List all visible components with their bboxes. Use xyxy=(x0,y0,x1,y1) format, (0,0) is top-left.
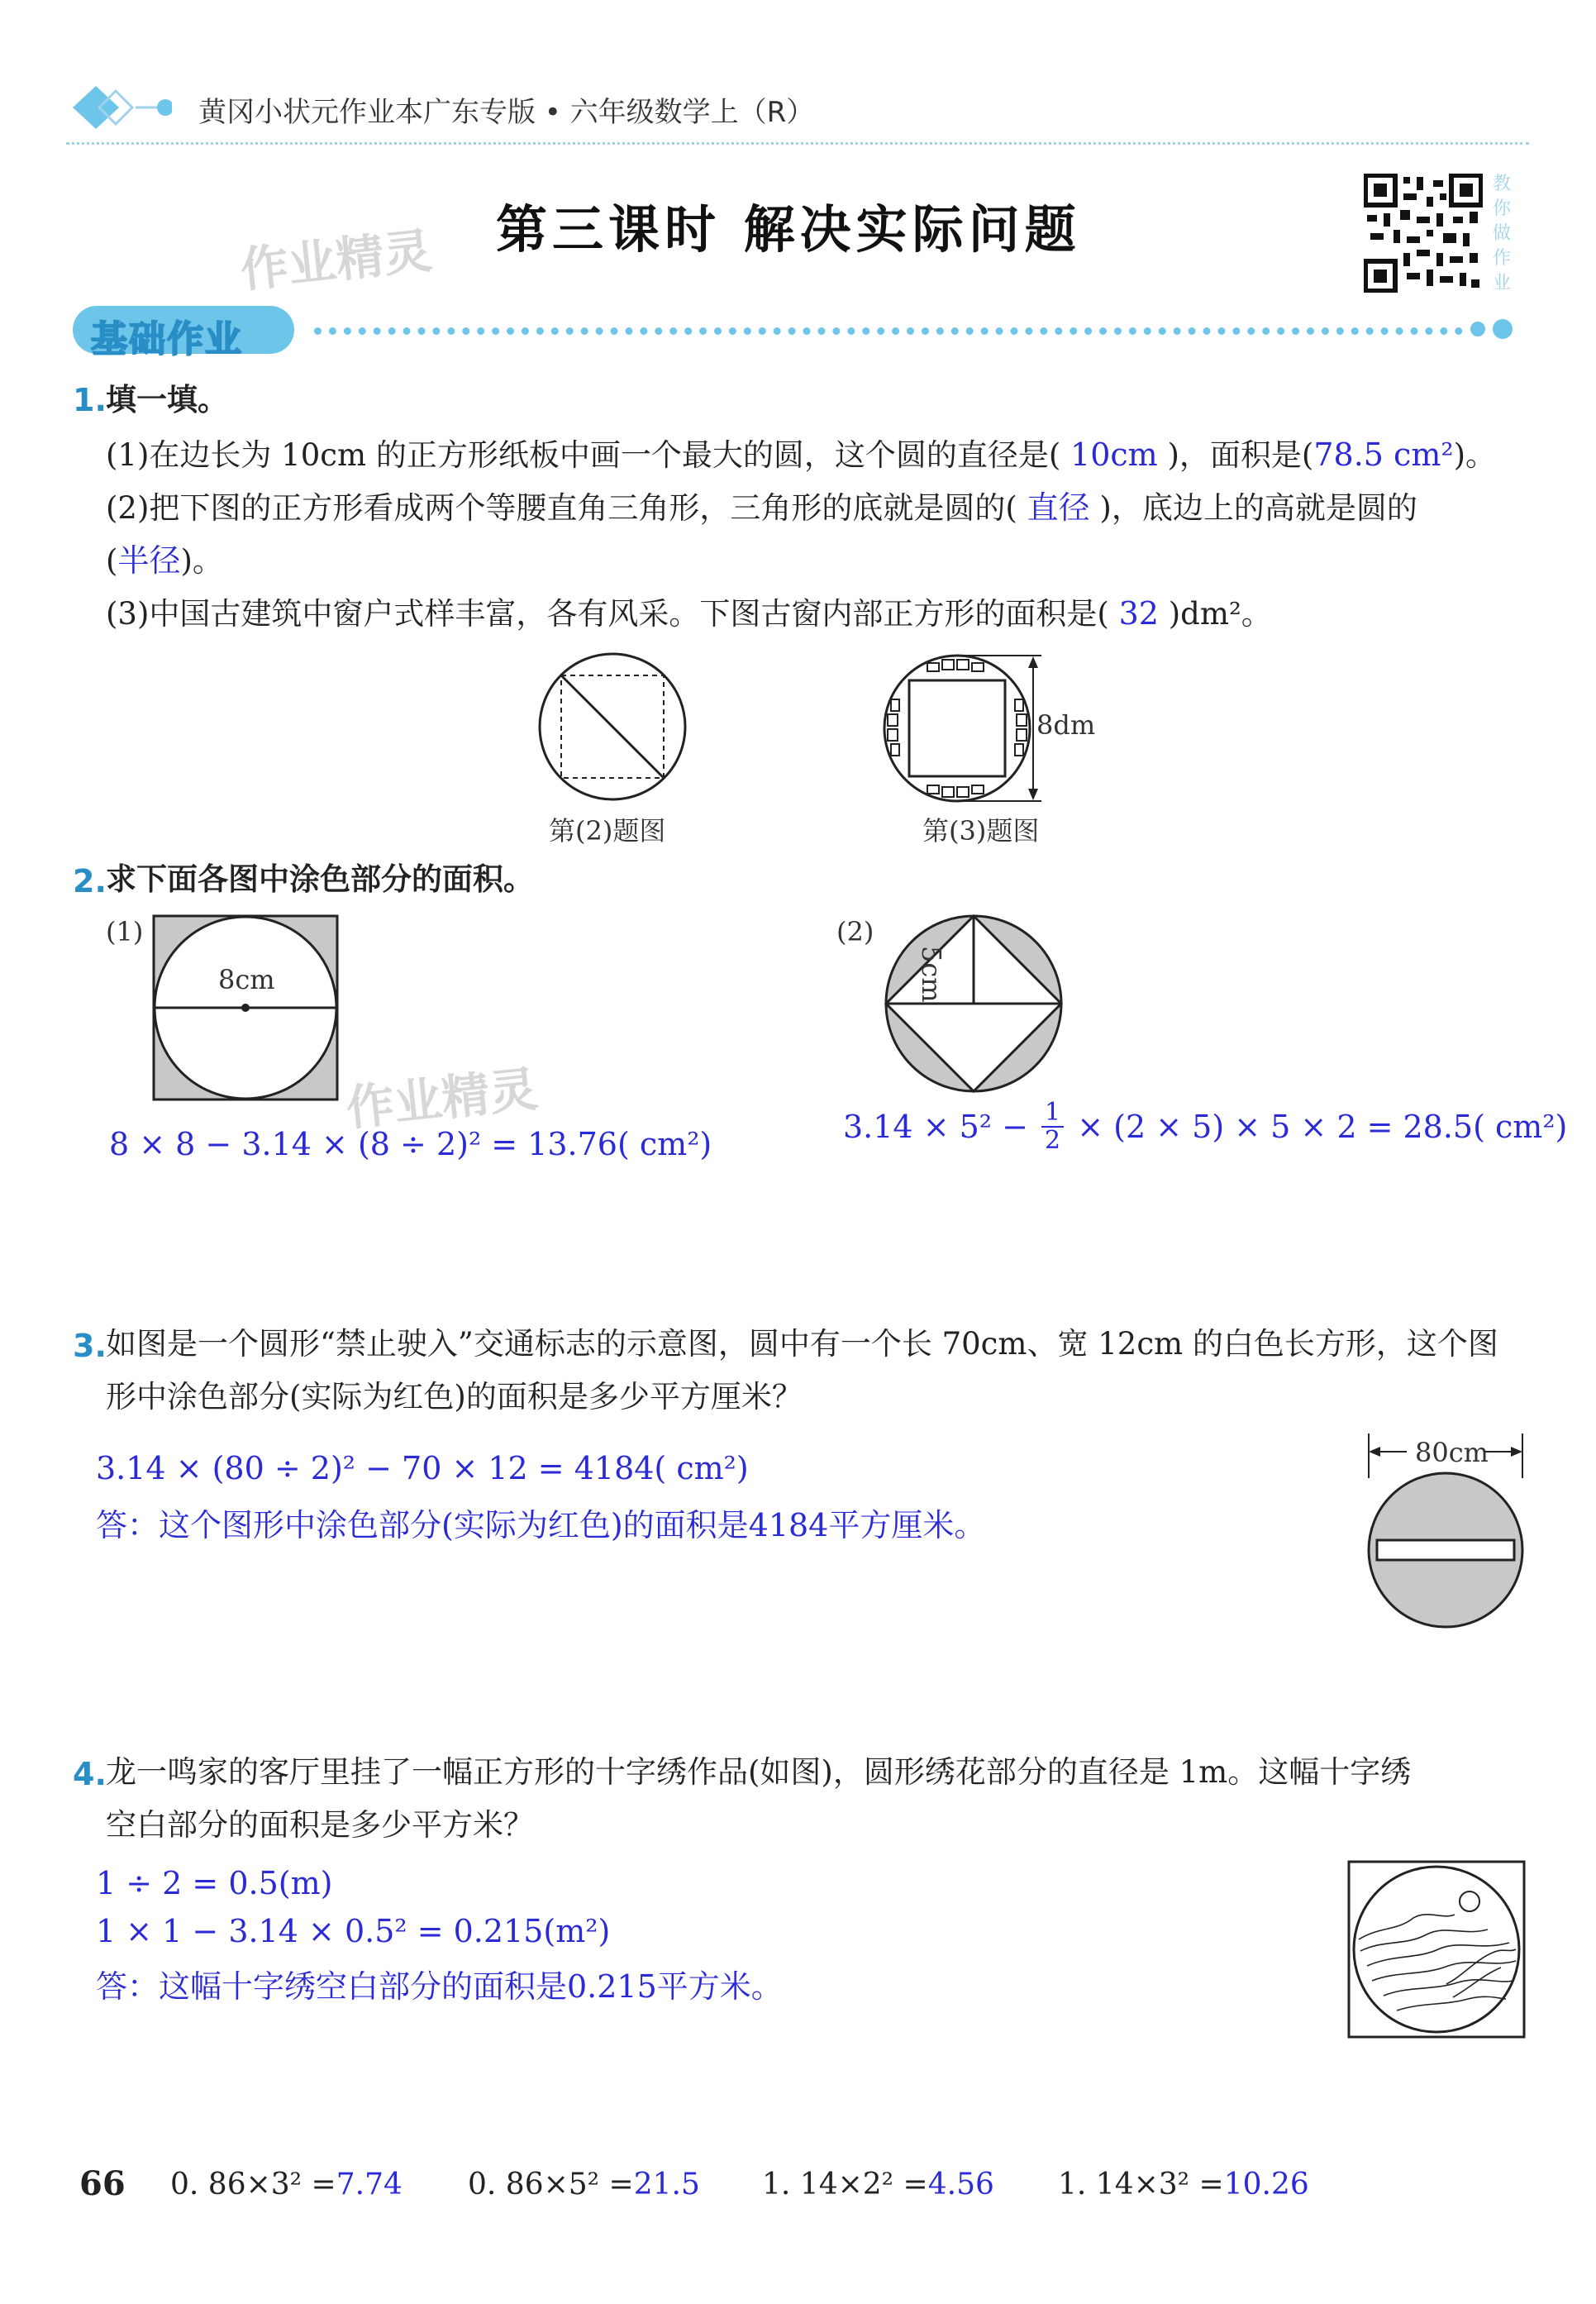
q2-part2-answer-a: 3.14 × 5² − xyxy=(843,1109,1028,1145)
qr-code-icon xyxy=(1364,174,1483,293)
footer-expr-2: 0. 86×5² = xyxy=(468,2168,634,2201)
q1-part1-text-b: )，面积是( xyxy=(1167,437,1314,473)
q1-part1 xyxy=(106,428,1496,482)
cross-stitch-diagram xyxy=(1347,1860,1526,2039)
q1-part1-text-c: )。 xyxy=(1453,437,1497,473)
q4-text-line2: 空白部分的面积是多少平方米？ xyxy=(106,1807,534,1843)
q2-part2-dimension: 5cm xyxy=(916,946,947,1003)
q1-part2-text-a: (2)把下图的正方形看成两个等腰直角三角形，三角形的底就是圆的( xyxy=(106,490,1017,526)
q1-part2-text-d: )。 xyxy=(180,543,223,579)
footer-expr-3: 1. 14×2² = xyxy=(762,2168,928,2201)
q1-part2-answer2: 半径 xyxy=(117,542,181,579)
q1-part2-text-b: )，底边上的高就是圆的 xyxy=(1099,490,1417,526)
q1-part1-answer2: 78.5 cm² xyxy=(1313,436,1454,473)
q1-part1-answer1: 10cm xyxy=(1070,436,1158,473)
circle-with-rhombus-diagram xyxy=(883,913,1065,1095)
q1-figure-3-label: 8dm xyxy=(1036,709,1096,741)
footer-ans-2: 21.5 xyxy=(633,2168,700,2201)
q4-answer-calc: 1 × 1 − 3.14 × 0.5² = 0.215(m²) xyxy=(96,1913,611,1949)
q1-figure-2-caption: 第(2)题图 xyxy=(549,815,666,847)
q3-answer-statement: 答：这个图形中涂色部分(实际为红色)的面积是4184平方厘米。 xyxy=(96,1507,986,1543)
q2-part1-label: (1) xyxy=(106,916,144,947)
q1-figure-3-caption: 第(3)题图 xyxy=(922,815,1040,847)
section-divider xyxy=(314,327,1463,335)
q4-figure xyxy=(1347,1860,1526,2042)
q1-part1-text-a: (1)在边长为 10cm 的正方形纸板中画一个最大的圆，这个圆的直径是( xyxy=(106,437,1061,473)
footer-ans-4: 10.26 xyxy=(1223,2168,1309,2201)
q2-part2-label: (2) xyxy=(836,916,874,947)
qr-side-text: 教你做作业 xyxy=(1493,174,1512,293)
q3-text-line2: 形中涂色部分(实际为红色)的面积是多少平方厘米？ xyxy=(106,1379,803,1414)
q4-answer-statement: 答：这幅十字绣空白部分的面积是0.215平方米。 xyxy=(96,1968,783,2005)
q3-number: 3. xyxy=(73,1328,107,1364)
q1-heading: 填一填。 xyxy=(106,382,228,417)
section-badge xyxy=(73,306,294,360)
page-number: 66 xyxy=(79,2164,126,2203)
header-divider xyxy=(66,142,1529,145)
q1-figure-2 xyxy=(536,650,689,807)
footer-ans-3: 4.56 xyxy=(927,2168,994,2201)
q1-part2-answer1: 直径 xyxy=(1027,489,1090,526)
footer-ans-1: 7.74 xyxy=(336,2168,403,2201)
header-diamond-icon xyxy=(73,83,172,132)
square-with-circle-diagram xyxy=(152,914,339,1101)
q2-part2-answer-b: × (2 × 5) × 5 × 2 = 28.5( cm²) xyxy=(1077,1109,1568,1145)
footer-expr-4: 1. 14×3² = xyxy=(1058,2168,1224,2201)
watermark-top: 作业精灵 xyxy=(237,222,435,298)
q2-part1-answer: 8 × 8 − 3.14 × (8 ÷ 2)² = 13.76( cm²) xyxy=(109,1126,712,1162)
q2-part2-fraction xyxy=(1041,1100,1064,1154)
section-title: 基础作业 xyxy=(91,318,243,360)
q4-answer-radius: 1 ÷ 2 = 0.5(m) xyxy=(96,1865,333,1901)
header-logo xyxy=(73,83,172,132)
q1-part3-text-b: )dm²。 xyxy=(1168,596,1272,632)
q4-text-line1: 龙一鸣家的客厅里挂了一幅正方形的十字绣作品(如图)，圆形绣花部分的直径是 1m。这幅十字绣 xyxy=(106,1754,1412,1790)
q3-text-line1: 如图是一个圆形“禁止驶入”交通标志的示意图，圆中有一个长 70cm、宽 12cm 的白色长方形，这个图 xyxy=(106,1326,1498,1362)
q1-part2 xyxy=(106,481,1417,535)
q1-part3-text-a: (3)中国古建筑中窗户式样丰富，各有风采。下图古窗内部正方形的面积是( xyxy=(106,596,1109,632)
q2-fraction-denominator: 2 xyxy=(1045,1126,1061,1155)
footer-calc-4 xyxy=(1058,2168,1309,2201)
q1-part2-line2 xyxy=(106,534,223,588)
page-title: 第三课时 解决实际问题 xyxy=(496,199,1081,260)
q1-part3 xyxy=(106,587,1272,641)
watermark-middle: 作业精灵 xyxy=(343,1061,541,1137)
circle-square-diagram xyxy=(536,650,689,804)
q2-figure-1 xyxy=(152,914,339,1104)
q3-figure-label: 80cm xyxy=(1415,1437,1489,1468)
footer-calc-3 xyxy=(762,2168,994,2201)
header-title: 黄冈小状元作业本广东专版 • 六年级数学上（R） xyxy=(198,96,815,129)
q1-part3-answer: 32 xyxy=(1118,595,1159,632)
section-end-dots xyxy=(1468,317,1517,346)
footer-expr-1: 0. 86×3² = xyxy=(170,2168,336,2201)
footer-calc-2 xyxy=(468,2168,700,2201)
q2-heading: 求下面各图中涂色部分的面积。 xyxy=(106,861,534,897)
q2-number: 2. xyxy=(73,863,107,899)
q4-number: 4. xyxy=(73,1756,107,1792)
footer-calc-1 xyxy=(170,2168,403,2201)
q2-fraction-numerator: 1 xyxy=(1041,1100,1064,1128)
q3-answer-calc: 3.14 × (80 ÷ 2)² − 70 × 12 = 4184( cm²) xyxy=(96,1450,749,1486)
q1-number: 1. xyxy=(73,382,107,418)
q2-part2-answer xyxy=(843,1100,1567,1166)
q2-figure-2 xyxy=(883,913,1065,1098)
dots-icon xyxy=(1468,317,1517,342)
qr-code[interactable] xyxy=(1364,174,1483,293)
q1-part2-text-c: ( xyxy=(106,543,118,579)
q2-part1-dimension: 8cm xyxy=(218,964,275,995)
